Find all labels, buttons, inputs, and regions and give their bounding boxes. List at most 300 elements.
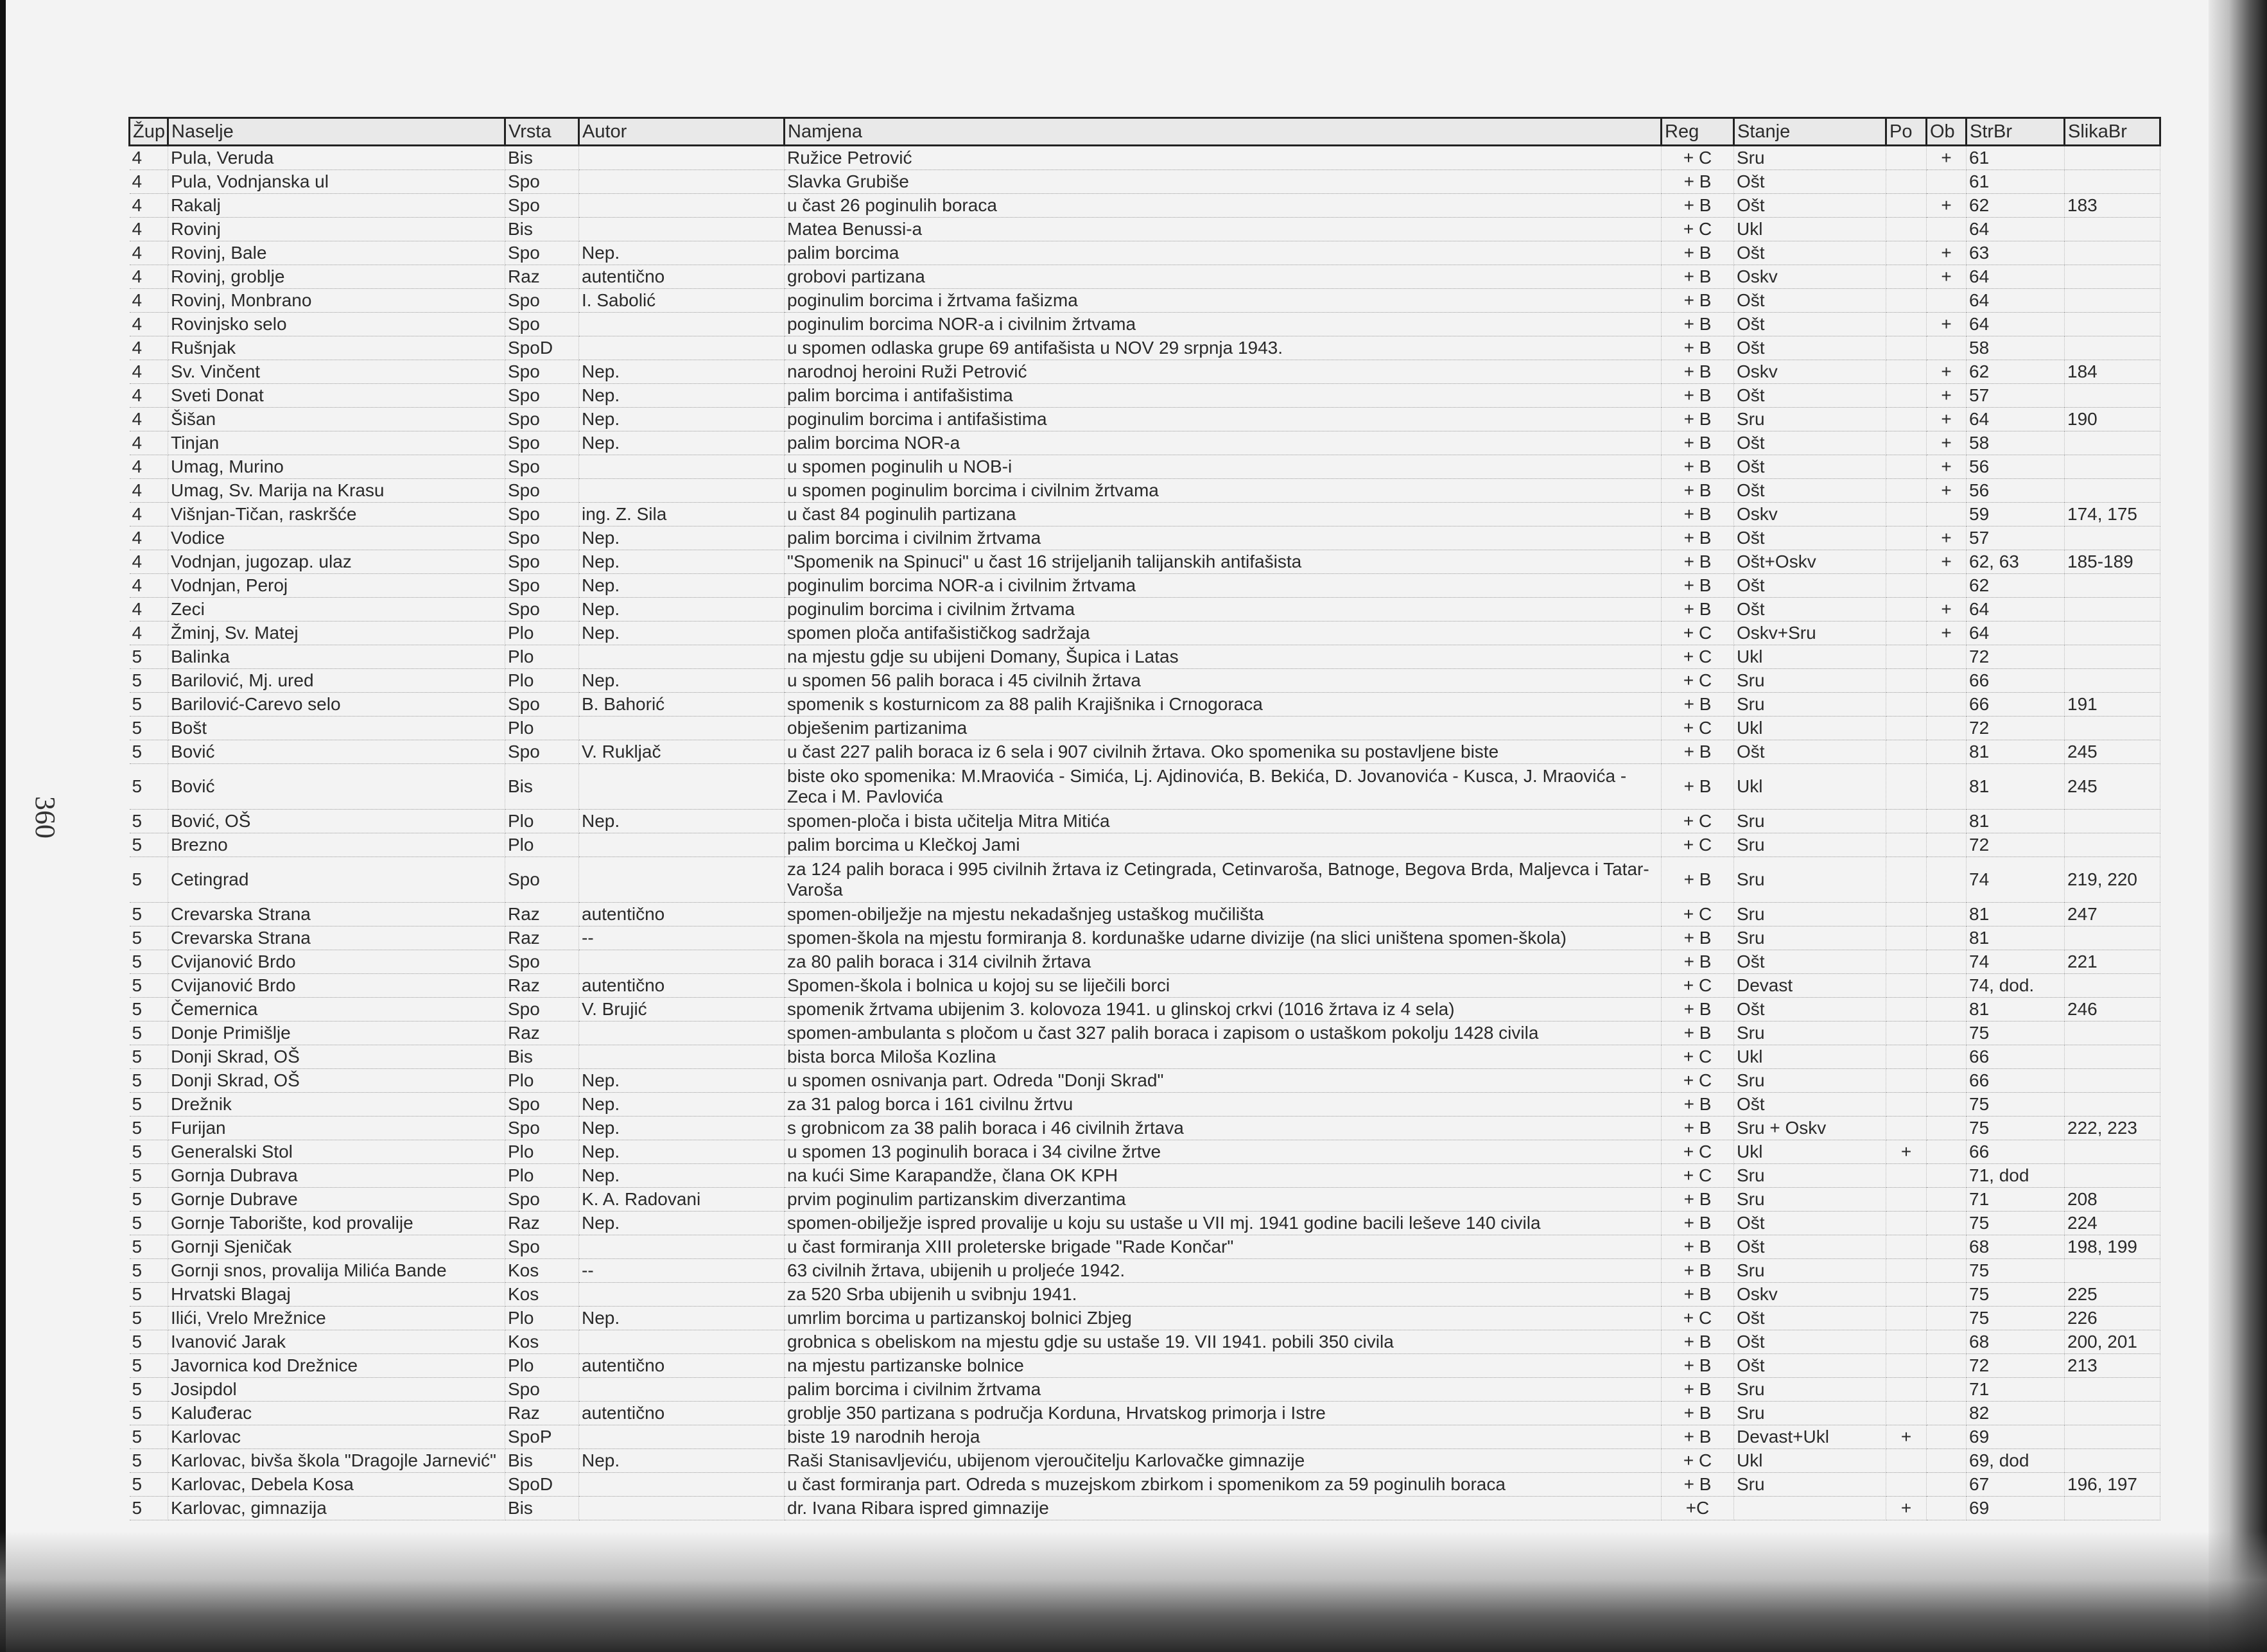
cell-po bbox=[1886, 764, 1927, 810]
cell-naselje: Cetingrad bbox=[168, 857, 505, 903]
cell-autor: autentično bbox=[579, 1354, 785, 1378]
cell-naselje: Šišan bbox=[168, 408, 505, 431]
cell-reg: + B bbox=[1662, 693, 1734, 717]
cell-ob bbox=[1927, 336, 1967, 360]
cell-strbr: 66 bbox=[1967, 1069, 2065, 1093]
cell-strbr: 66 bbox=[1967, 669, 2065, 693]
cell-po bbox=[1886, 622, 1927, 645]
cell-autor bbox=[579, 1283, 785, 1307]
cell-reg: + B bbox=[1662, 1473, 1734, 1497]
table-row bbox=[130, 1449, 2160, 1473]
cell-strbr: 81 bbox=[1967, 764, 2065, 810]
cell-zup: 4 bbox=[130, 574, 168, 598]
cell-ob: + bbox=[1927, 194, 1967, 218]
cell-naselje: Ivanović Jarak bbox=[168, 1330, 505, 1354]
cell-autor: ing. Z. Sila bbox=[579, 503, 785, 526]
cell-vrsta: Spo bbox=[505, 1235, 579, 1259]
cell-namjena: u spomen 13 poginulih boraca i 34 civilne žrtve bbox=[785, 1140, 1662, 1164]
cell-stanje: Ukl bbox=[1734, 1045, 1886, 1069]
cell-zup: 5 bbox=[130, 950, 168, 974]
cell-strbr: 62, 63 bbox=[1967, 550, 2065, 574]
table-row bbox=[130, 1069, 2160, 1093]
table-row bbox=[130, 313, 2160, 336]
cell-stanje: Ošt+Oskv bbox=[1734, 550, 1886, 574]
cell-strbr: 59 bbox=[1967, 503, 2065, 526]
cell-naselje: Rušnjak bbox=[168, 336, 505, 360]
cell-slikabr bbox=[2065, 574, 2160, 598]
table-row bbox=[130, 669, 2160, 693]
cell-namjena: za 124 palih boraca i 995 civilnih žrtava iz Cetingrada, Cetinvaroša, Batnoge, Begova Brda, Maljevca i Tatar-Varoša bbox=[785, 857, 1662, 903]
cell-autor: Nep. bbox=[579, 1307, 785, 1330]
header-row bbox=[130, 118, 2160, 146]
cell-stanje: Ošt bbox=[1734, 455, 1886, 479]
cell-namjena: Ružice Petrović bbox=[785, 146, 1662, 170]
cell-zup: 4 bbox=[130, 218, 168, 241]
cell-strbr: 71, dod bbox=[1967, 1164, 2065, 1188]
cell-stanje: Ošt bbox=[1734, 1235, 1886, 1259]
cell-ob bbox=[1927, 574, 1967, 598]
cell-zup: 5 bbox=[130, 857, 168, 903]
table-row bbox=[130, 1164, 2160, 1188]
cell-naselje: Umag, Sv. Marija na Krasu bbox=[168, 479, 505, 503]
table-row bbox=[130, 1140, 2160, 1164]
cell-ob: + bbox=[1927, 408, 1967, 431]
cell-slikabr bbox=[2065, 289, 2160, 313]
cell-namjena: prvim poginulim partizanskim diverzantima bbox=[785, 1188, 1662, 1212]
cell-vrsta: Spo bbox=[505, 857, 579, 903]
cell-namjena: groblje 350 partizana s područja Korduna, Hrvatskog primorja i Istre bbox=[785, 1402, 1662, 1425]
cell-po: + bbox=[1886, 1140, 1927, 1164]
cell-reg: + B bbox=[1662, 1402, 1734, 1425]
cell-stanje: Sru bbox=[1734, 833, 1886, 857]
cell-zup: 5 bbox=[130, 1330, 168, 1354]
cell-po bbox=[1886, 950, 1927, 974]
cell-namjena: grobnica s obeliskom na mjestu gdje su ustaše 19. VII 1941. pobili 350 civila bbox=[785, 1330, 1662, 1354]
cell-ob: + bbox=[1927, 455, 1967, 479]
cell-autor bbox=[579, 218, 785, 241]
cell-autor: Nep. bbox=[579, 241, 785, 265]
cell-strbr: 71 bbox=[1967, 1188, 2065, 1212]
cell-ob bbox=[1927, 1069, 1967, 1093]
cell-stanje: Ošt bbox=[1734, 1354, 1886, 1378]
cell-naselje: Rovinj, Bale bbox=[168, 241, 505, 265]
table-row bbox=[130, 1473, 2160, 1497]
cell-vrsta: Plo bbox=[505, 833, 579, 857]
cell-reg: + B bbox=[1662, 764, 1734, 810]
cell-po: + bbox=[1886, 1497, 1927, 1520]
cell-autor: Nep. bbox=[579, 1449, 785, 1473]
cell-zup: 5 bbox=[130, 1283, 168, 1307]
cell-po: + bbox=[1886, 1425, 1927, 1449]
cell-ob: + bbox=[1927, 241, 1967, 265]
cell-stanje: Oskv bbox=[1734, 503, 1886, 526]
cell-namjena: Raši Stanisavljeviću, ubijenom vjeroučitelju Karlovačke gimnazije bbox=[785, 1449, 1662, 1473]
cell-po bbox=[1886, 265, 1927, 289]
table-row bbox=[130, 1188, 2160, 1212]
table-row bbox=[130, 574, 2160, 598]
cell-slikabr bbox=[2065, 810, 2160, 833]
cell-strbr: 64 bbox=[1967, 622, 2065, 645]
cell-strbr: 56 bbox=[1967, 479, 2065, 503]
cell-po bbox=[1886, 526, 1927, 550]
cell-strbr: 81 bbox=[1967, 903, 2065, 926]
header-naselje: Naselje bbox=[168, 118, 505, 146]
cell-naselje: Donje Primišlje bbox=[168, 1022, 505, 1045]
table-body bbox=[130, 146, 2160, 1520]
cell-vrsta: Bis bbox=[505, 1497, 579, 1520]
cell-stanje: Ošt bbox=[1734, 1307, 1886, 1330]
cell-autor bbox=[579, 1425, 785, 1449]
cell-stanje: Sru bbox=[1734, 1188, 1886, 1212]
cell-vrsta: Plo bbox=[505, 1164, 579, 1188]
cell-reg: + B bbox=[1662, 740, 1734, 764]
cell-ob bbox=[1927, 1283, 1967, 1307]
table-row bbox=[130, 289, 2160, 313]
cell-slikabr bbox=[2065, 1449, 2160, 1473]
cell-naselje: Gornje Dubrave bbox=[168, 1188, 505, 1212]
cell-naselje: Čemernica bbox=[168, 998, 505, 1022]
header-namjena: Namjena bbox=[785, 118, 1662, 146]
cell-ob bbox=[1927, 1093, 1967, 1117]
table-row bbox=[130, 903, 2160, 926]
cell-autor: Nep. bbox=[579, 622, 785, 645]
cell-vrsta: Spo bbox=[505, 693, 579, 717]
cell-ob bbox=[1927, 1022, 1967, 1045]
cell-ob bbox=[1927, 1473, 1967, 1497]
cell-ob: + bbox=[1927, 598, 1967, 622]
cell-autor: I. Sabolić bbox=[579, 289, 785, 313]
cell-slikabr: 245 bbox=[2065, 764, 2160, 810]
cell-namjena: Matea Benussi-a bbox=[785, 218, 1662, 241]
cell-stanje: Ošt bbox=[1734, 598, 1886, 622]
cell-naselje: Crevarska Strana bbox=[168, 903, 505, 926]
cell-naselje: Višnjan-Tičan, raskršće bbox=[168, 503, 505, 526]
cell-po bbox=[1886, 241, 1927, 265]
cell-strbr: 69 bbox=[1967, 1497, 2065, 1520]
cell-slikabr bbox=[2065, 717, 2160, 740]
cell-namjena: biste 19 narodnih heroja bbox=[785, 1425, 1662, 1449]
cell-vrsta: SpoD bbox=[505, 336, 579, 360]
cell-slikabr: 213 bbox=[2065, 1354, 2160, 1378]
cell-vrsta: Spo bbox=[505, 526, 579, 550]
cell-autor bbox=[579, 1235, 785, 1259]
cell-slikabr: 183 bbox=[2065, 194, 2160, 218]
cell-ob bbox=[1927, 218, 1967, 241]
cell-ob bbox=[1927, 857, 1967, 903]
cell-namjena: spomen-obilježje ispred provalije u koju su ustaše u VII mj. 1941 godine bacili leševe 140 civila bbox=[785, 1212, 1662, 1235]
cell-vrsta: Spo bbox=[505, 1093, 579, 1117]
cell-autor: Nep. bbox=[579, 810, 785, 833]
cell-autor: Nep. bbox=[579, 1069, 785, 1093]
cell-slikabr: 174, 175 bbox=[2065, 503, 2160, 526]
cell-strbr: 74 bbox=[1967, 857, 2065, 903]
cell-reg: + B bbox=[1662, 1235, 1734, 1259]
cell-po bbox=[1886, 550, 1927, 574]
cell-vrsta: Spo bbox=[505, 431, 579, 455]
cell-zup: 4 bbox=[130, 313, 168, 336]
cell-slikabr: 198, 199 bbox=[2065, 1235, 2160, 1259]
cell-autor: Nep. bbox=[579, 669, 785, 693]
cell-stanje: Sru bbox=[1734, 669, 1886, 693]
cell-vrsta: Spo bbox=[505, 503, 579, 526]
cell-strbr: 62 bbox=[1967, 574, 2065, 598]
cell-zup: 5 bbox=[130, 1307, 168, 1330]
table-row bbox=[130, 1235, 2160, 1259]
cell-reg: + B bbox=[1662, 194, 1734, 218]
cell-po bbox=[1886, 384, 1927, 408]
table-row bbox=[130, 740, 2160, 764]
cell-po bbox=[1886, 194, 1927, 218]
cell-strbr: 75 bbox=[1967, 1022, 2065, 1045]
cell-namjena: 63 civilnih žrtava, ubijenih u proljeće 1942. bbox=[785, 1259, 1662, 1283]
cell-namjena: "Spomenik na Spinuci" u čast 16 strijeljanih talijanskih antifašista bbox=[785, 550, 1662, 574]
cell-namjena: biste oko spomenika: M.Mraovića - Simića, Lj. Ajdinovića, B. Bekića, D. Jovanovića - Kusca, J. Mraovića - Zeca i M. Pavlovića bbox=[785, 764, 1662, 810]
cell-namjena: palim borcima i antifašistima bbox=[785, 384, 1662, 408]
cell-reg: + C bbox=[1662, 1140, 1734, 1164]
cell-po bbox=[1886, 360, 1927, 384]
cell-zup: 4 bbox=[130, 384, 168, 408]
table-row bbox=[130, 645, 2160, 669]
header-ob: Ob bbox=[1927, 118, 1967, 146]
table-row bbox=[130, 265, 2160, 289]
cell-autor bbox=[579, 336, 785, 360]
cell-autor: autentično bbox=[579, 903, 785, 926]
cell-po bbox=[1886, 998, 1927, 1022]
cell-slikabr bbox=[2065, 926, 2160, 950]
cell-reg: + C bbox=[1662, 810, 1734, 833]
cell-slikabr bbox=[2065, 974, 2160, 998]
cell-slikabr: 221 bbox=[2065, 950, 2160, 974]
cell-reg: + C bbox=[1662, 903, 1734, 926]
cell-stanje: Ošt bbox=[1734, 574, 1886, 598]
cell-strbr: 74, dod. bbox=[1967, 974, 2065, 998]
scan-bottom-shadow bbox=[0, 1531, 2267, 1652]
cell-zup: 5 bbox=[130, 1354, 168, 1378]
cell-zup: 5 bbox=[130, 1045, 168, 1069]
cell-vrsta: Raz bbox=[505, 1022, 579, 1045]
cell-reg: + C bbox=[1662, 669, 1734, 693]
cell-stanje: Ošt bbox=[1734, 194, 1886, 218]
table-row bbox=[130, 1354, 2160, 1378]
cell-strbr: 75 bbox=[1967, 1093, 2065, 1117]
table-row bbox=[130, 218, 2160, 241]
cell-slikabr bbox=[2065, 1164, 2160, 1188]
cell-reg: + C bbox=[1662, 1164, 1734, 1188]
cell-slikabr bbox=[2065, 218, 2160, 241]
cell-strbr: 74 bbox=[1967, 950, 2065, 974]
cell-stanje: Ukl bbox=[1734, 645, 1886, 669]
cell-reg: + B bbox=[1662, 598, 1734, 622]
cell-naselje: Vodice bbox=[168, 526, 505, 550]
cell-zup: 5 bbox=[130, 693, 168, 717]
cell-vrsta: Spo bbox=[505, 360, 579, 384]
cell-strbr: 61 bbox=[1967, 170, 2065, 194]
cell-zup: 5 bbox=[130, 1022, 168, 1045]
cell-stanje: Ošt bbox=[1734, 479, 1886, 503]
cell-namjena: narodnoj heroini Ruži Petrović bbox=[785, 360, 1662, 384]
table-row bbox=[130, 384, 2160, 408]
cell-naselje: Pula, Veruda bbox=[168, 146, 505, 170]
cell-vrsta: Bis bbox=[505, 218, 579, 241]
cell-strbr: 61 bbox=[1967, 146, 2065, 170]
cell-vrsta: Plo bbox=[505, 717, 579, 740]
cell-autor: Nep. bbox=[579, 1212, 785, 1235]
cell-namjena: u čast 84 poginulih partizana bbox=[785, 503, 1662, 526]
cell-ob: + bbox=[1927, 313, 1967, 336]
table-row bbox=[130, 146, 2160, 170]
cell-po bbox=[1886, 1188, 1927, 1212]
cell-reg: + B bbox=[1662, 1117, 1734, 1140]
cell-slikabr bbox=[2065, 669, 2160, 693]
cell-slikabr: 225 bbox=[2065, 1283, 2160, 1307]
cell-vrsta: Spo bbox=[505, 550, 579, 574]
cell-autor: -- bbox=[579, 926, 785, 950]
cell-namjena: na mjestu gdje su ubijeni Domany, Šupica i Latas bbox=[785, 645, 1662, 669]
cell-po bbox=[1886, 1473, 1927, 1497]
cell-strbr: 71 bbox=[1967, 1378, 2065, 1402]
cell-slikabr bbox=[2065, 336, 2160, 360]
cell-vrsta: Bis bbox=[505, 1045, 579, 1069]
cell-autor bbox=[579, 717, 785, 740]
cell-autor: B. Bahorić bbox=[579, 693, 785, 717]
cell-stanje: Ošt bbox=[1734, 431, 1886, 455]
cell-namjena: u čast 227 palih boraca iz 6 sela i 907 civilnih žrtava. Oko spomenika su postavljene biste bbox=[785, 740, 1662, 764]
table-row bbox=[130, 170, 2160, 194]
cell-autor bbox=[579, 1045, 785, 1069]
cell-po bbox=[1886, 146, 1927, 170]
table-row bbox=[130, 810, 2160, 833]
table-row bbox=[130, 1283, 2160, 1307]
cell-strbr: 69, dod bbox=[1967, 1449, 2065, 1473]
cell-namjena: u spomen osnivanja part. Odreda "Donji Skrad" bbox=[785, 1069, 1662, 1093]
cell-naselje: Gornji snos, provalija Milića Bande bbox=[168, 1259, 505, 1283]
cell-strbr: 62 bbox=[1967, 194, 2065, 218]
cell-ob bbox=[1927, 1402, 1967, 1425]
cell-ob bbox=[1927, 1449, 1967, 1473]
table-row bbox=[130, 1022, 2160, 1045]
cell-stanje: Sru bbox=[1734, 903, 1886, 926]
cell-po bbox=[1886, 503, 1927, 526]
cell-reg: + B bbox=[1662, 503, 1734, 526]
cell-ob bbox=[1927, 1307, 1967, 1330]
cell-vrsta: Plo bbox=[505, 1069, 579, 1093]
cell-ob bbox=[1927, 717, 1967, 740]
table-row bbox=[130, 622, 2160, 645]
table-row bbox=[130, 857, 2160, 903]
cell-naselje: Karlovac, Debela Kosa bbox=[168, 1473, 505, 1497]
table-row bbox=[130, 1497, 2160, 1520]
cell-vrsta: Spo bbox=[505, 1378, 579, 1402]
cell-ob: + bbox=[1927, 146, 1967, 170]
cell-naselje: Tinjan bbox=[168, 431, 505, 455]
cell-ob bbox=[1927, 1117, 1967, 1140]
header-autor: Autor bbox=[579, 118, 785, 146]
cell-stanje: Sru bbox=[1734, 857, 1886, 903]
cell-strbr: 75 bbox=[1967, 1283, 2065, 1307]
cell-stanje: Oskv bbox=[1734, 360, 1886, 384]
cell-po bbox=[1886, 669, 1927, 693]
cell-zup: 5 bbox=[130, 1473, 168, 1497]
cell-naselje: Vodnjan, Peroj bbox=[168, 574, 505, 598]
cell-slikabr bbox=[2065, 1497, 2160, 1520]
cell-naselje: Javornica kod Drežnice bbox=[168, 1354, 505, 1378]
cell-vrsta: Plo bbox=[505, 810, 579, 833]
table-row bbox=[130, 479, 2160, 503]
cell-po bbox=[1886, 645, 1927, 669]
cell-autor bbox=[579, 1378, 785, 1402]
cell-slikabr: 222, 223 bbox=[2065, 1117, 2160, 1140]
cell-naselje: Kaluđerac bbox=[168, 1402, 505, 1425]
cell-po bbox=[1886, 1164, 1927, 1188]
cell-zup: 5 bbox=[130, 1497, 168, 1520]
cell-slikabr bbox=[2065, 1402, 2160, 1425]
cell-reg: + B bbox=[1662, 313, 1734, 336]
cell-naselje: Gornji Sjeničak bbox=[168, 1235, 505, 1259]
cell-ob bbox=[1927, 974, 1967, 998]
cell-autor bbox=[579, 146, 785, 170]
cell-stanje: Sru + Oskv bbox=[1734, 1117, 1886, 1140]
cell-vrsta: Spo bbox=[505, 313, 579, 336]
cell-vrsta: Bis bbox=[505, 146, 579, 170]
cell-strbr: 68 bbox=[1967, 1330, 2065, 1354]
cell-reg: + B bbox=[1662, 336, 1734, 360]
cell-ob bbox=[1927, 503, 1967, 526]
cell-slikabr bbox=[2065, 1425, 2160, 1449]
cell-slikabr bbox=[2065, 526, 2160, 550]
cell-vrsta: Raz bbox=[505, 1212, 579, 1235]
cell-vrsta: Spo bbox=[505, 1117, 579, 1140]
cell-slikabr: 190 bbox=[2065, 408, 2160, 431]
cell-zup: 5 bbox=[130, 833, 168, 857]
cell-vrsta: Spo bbox=[505, 950, 579, 974]
cell-vrsta: Spo bbox=[505, 170, 579, 194]
cell-namjena: spomen-obilježje na mjestu nekadašnjeg ustaškog mučilišta bbox=[785, 903, 1662, 926]
cell-vrsta: Kos bbox=[505, 1330, 579, 1354]
cell-stanje: Sru bbox=[1734, 1378, 1886, 1402]
cell-ob bbox=[1927, 1212, 1967, 1235]
cell-namjena: spomenik s kosturnicom za 88 palih Krajišnika i Crnogoraca bbox=[785, 693, 1662, 717]
cell-naselje: Cvijanović Brdo bbox=[168, 974, 505, 998]
cell-slikabr bbox=[2065, 313, 2160, 336]
cell-zup: 5 bbox=[130, 1378, 168, 1402]
cell-zup: 5 bbox=[130, 1188, 168, 1212]
cell-zup: 4 bbox=[130, 289, 168, 313]
cell-strbr: 81 bbox=[1967, 926, 2065, 950]
cell-namjena: na kući Sime Karapandže, člana OK KPH bbox=[785, 1164, 1662, 1188]
cell-stanje: Sru bbox=[1734, 1259, 1886, 1283]
cell-strbr: 81 bbox=[1967, 740, 2065, 764]
cell-autor: Nep. bbox=[579, 1117, 785, 1140]
cell-namjena: obješenim partizanima bbox=[785, 717, 1662, 740]
cell-vrsta: Spo bbox=[505, 289, 579, 313]
cell-strbr: 75 bbox=[1967, 1117, 2065, 1140]
cell-stanje: Sru bbox=[1734, 1164, 1886, 1188]
cell-po bbox=[1886, 431, 1927, 455]
cell-slikabr: 219, 220 bbox=[2065, 857, 2160, 903]
cell-reg: + B bbox=[1662, 1378, 1734, 1402]
cell-vrsta: Spo bbox=[505, 479, 579, 503]
cell-autor: V. Brujić bbox=[579, 998, 785, 1022]
cell-slikabr: 226 bbox=[2065, 1307, 2160, 1330]
cell-zup: 4 bbox=[130, 622, 168, 645]
cell-reg: + B bbox=[1662, 431, 1734, 455]
cell-vrsta: Spo bbox=[505, 408, 579, 431]
cell-stanje: Ošt bbox=[1734, 313, 1886, 336]
cell-stanje: Sru bbox=[1734, 1022, 1886, 1045]
table-row bbox=[130, 998, 2160, 1022]
cell-strbr: 72 bbox=[1967, 833, 2065, 857]
cell-reg: + C bbox=[1662, 1069, 1734, 1093]
